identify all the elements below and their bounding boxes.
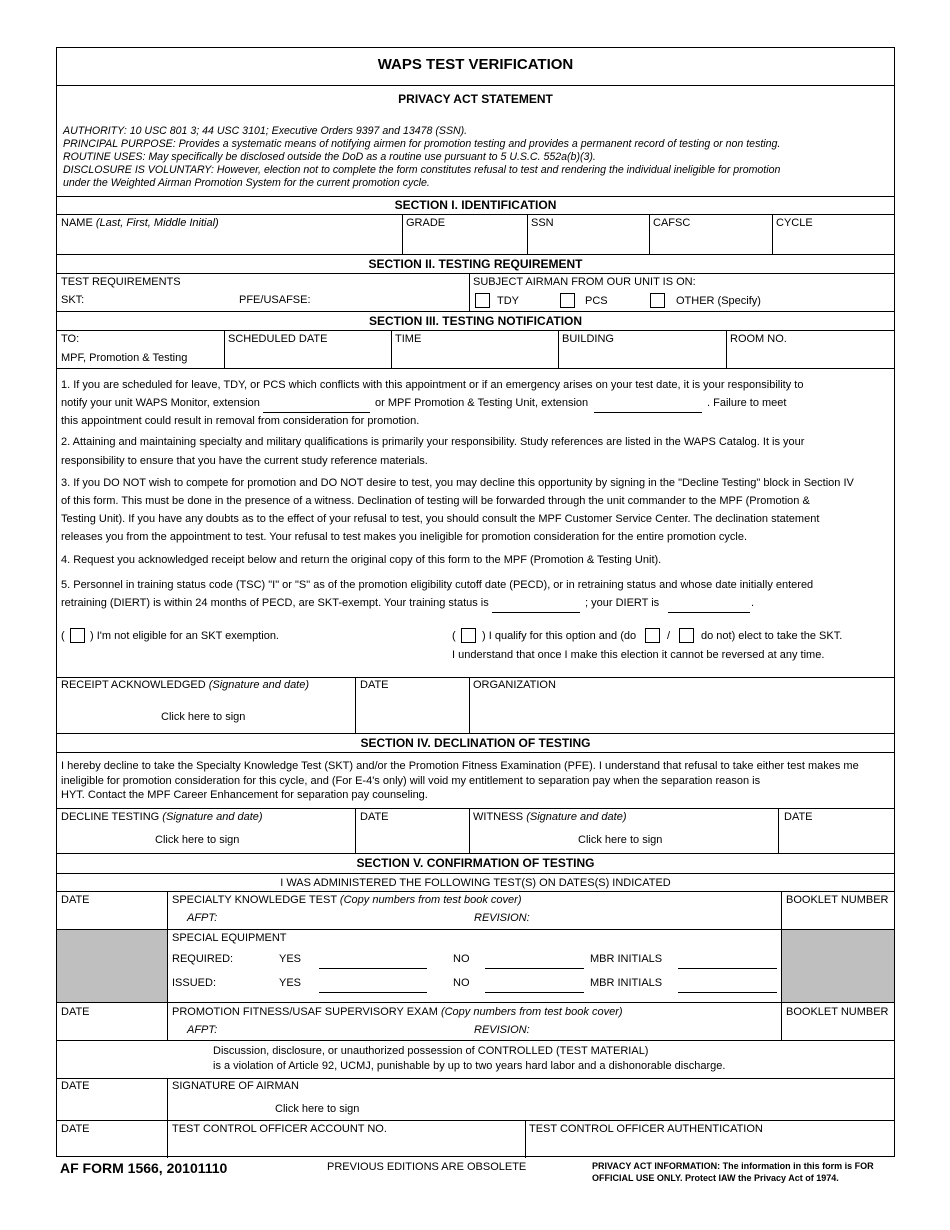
witness-label: WITNESS (Signature and date): [473, 811, 627, 823]
do-not-elect-checkbox[interactable]: [679, 628, 694, 643]
tco-date-field[interactable]: [57, 1120, 167, 1158]
room-field[interactable]: [726, 330, 894, 368]
privacy-statement: [63, 125, 889, 190]
skt-afpt-field[interactable]: [222, 910, 467, 926]
para-2-line-2: responsibility to ensure that you have the current study reference materials.: [61, 455, 428, 467]
divider: [57, 891, 894, 892]
required-yes-line: [319, 968, 427, 969]
issued-yes-line: [319, 992, 427, 993]
cycle-label: CYCLE: [776, 217, 813, 229]
cafsc-label: CAFSC: [653, 217, 691, 229]
do-elect-checkbox[interactable]: [645, 628, 660, 643]
skt-test-label: SPECIALTY KNOWLEDGE TEST (Copy numbers from test book cover): [172, 894, 522, 906]
divider: [57, 254, 894, 255]
room-label: ROOM NO.: [730, 333, 787, 345]
qualify-label: ) I qualify for this option and (do: [482, 630, 637, 642]
airman-date-field[interactable]: [57, 1078, 167, 1120]
not-eligible-label: ) I'm not eligible for an SKT exemption.: [90, 630, 279, 642]
pfe-booklet-label: BOOKLET NUMBER: [786, 1006, 889, 1018]
issued-yes-field[interactable]: [319, 976, 427, 992]
privacy-purpose: PRINCIPAL PURPOSE: Provides a systematic means of notifying airmen for promotion testing and provides a permanent record of testing or non testing.: [63, 138, 781, 150]
section-1-heading: SECTION I. IDENTIFICATION: [394, 198, 557, 212]
administered-text: I WAS ADMINISTERED THE FOLLOWING TEST(S) ON DATES(S) INDICATED: [280, 877, 671, 889]
divider: [57, 1040, 894, 1041]
divider: [57, 196, 894, 197]
mpf-extension-field[interactable]: [594, 396, 702, 412]
other-checkbox[interactable]: [650, 293, 665, 308]
airman-date-label: DATE: [61, 1080, 90, 1092]
required-initials-field[interactable]: [678, 952, 777, 968]
other-label: OTHER (Specify): [676, 295, 761, 307]
required-mbr-initials-label: MBR INITIALS: [590, 953, 663, 965]
receipt-date-label: DATE: [360, 679, 389, 691]
form-title: WAPS TEST VERIFICATION: [377, 56, 574, 73]
required-yes-label: YES: [279, 953, 302, 965]
issued-no-field[interactable]: [485, 976, 584, 992]
scheduled-date-label: SCHEDULED DATE: [228, 333, 328, 345]
signature-airman-label: SIGNATURE OF AIRMAN: [172, 1080, 299, 1092]
decline-sign-button[interactable]: Click here to sign: [155, 834, 240, 846]
issued-no-line: [485, 992, 584, 993]
divider: [57, 853, 894, 854]
mpf-extension-line: [594, 412, 702, 413]
para-4: 4. Request you acknowledged receipt below and return the original copy of this form to the MPF (Promotion & Testing Unit).: [61, 554, 662, 566]
subject-airman-label: SUBJECT AIRMAN FROM OUR UNIT IS ON:: [473, 276, 696, 288]
para-1-line-2c: . Failure to meet: [707, 397, 787, 409]
skt-afpt-label: AFPT:: [187, 912, 218, 924]
required-initials-line: [678, 968, 777, 969]
building-field[interactable]: [558, 330, 726, 368]
divider: [57, 929, 894, 930]
issued-initials-line: [678, 992, 777, 993]
grade-field[interactable]: [402, 214, 527, 254]
ssn-label: SSN: [531, 217, 554, 229]
training-status-field[interactable]: [492, 596, 580, 612]
unit-extension-field[interactable]: [263, 396, 370, 412]
pfe-revision-field[interactable]: [532, 1022, 777, 1038]
divider: [57, 733, 894, 734]
cycle-field[interactable]: [772, 214, 894, 254]
skt-date-field[interactable]: [57, 891, 167, 929]
time-label: TIME: [395, 333, 422, 345]
tco-account-label: TEST CONTROL OFFICER ACCOUNT NO.: [172, 1123, 387, 1135]
required-label: REQUIRED:: [172, 953, 234, 965]
receipt-label: RECEIPT ACKNOWLEDGED (Signature and date): [61, 679, 310, 691]
privacy-routine-uses: ROUTINE USES: May specifically be disclosed outside the DoD as a routine use pursuant to 5 U.S.C. 552a(b)(3).: [63, 151, 596, 163]
para-3-line-3: Testing Unit). If you have any doubts as to the effect of your refusal to test, you should consult the MPF Customer Service Center. The declination statement: [61, 513, 820, 525]
receipt-date-field[interactable]: [355, 677, 469, 733]
qualify-checkbox[interactable]: [461, 628, 476, 643]
divider: [57, 1002, 894, 1003]
para-5-line-2b: ; your DIERT is: [585, 597, 660, 609]
para-3-line-2: of this form. This must be done in the presence of a witness. Declination of testing will be forwarded through the unit commander to the MPF (Promotion &: [61, 495, 810, 507]
privacy-disclosure-cont: under the Weighted Airman Promotion System for the current promotion cycle.: [63, 177, 430, 189]
slash: /: [667, 630, 671, 642]
section-5-heading: SECTION V. CONFIRMATION OF TESTING: [356, 856, 595, 870]
issued-label: ISSUED:: [172, 977, 217, 989]
time-field[interactable]: [391, 330, 558, 368]
open-paren: (: [452, 630, 456, 642]
divider: [57, 808, 894, 809]
tdy-label: TDY: [497, 295, 519, 307]
para-2-line-1: 2. Attaining and maintaining specialty and military qualifications is primarily your responsibility. Study references are listed in the WAPS Catalog. It is your: [61, 436, 805, 448]
grade-label: GRADE: [406, 217, 446, 229]
witness-sign-button[interactable]: Click here to sign: [578, 834, 663, 846]
privacy-heading: PRIVACY ACT STATEMENT: [398, 92, 553, 106]
required-no-line: [485, 968, 584, 969]
do-not-label: do not) elect to take the SKT.: [701, 630, 843, 642]
pfe-afpt-field[interactable]: [222, 1022, 467, 1038]
issued-initials-field[interactable]: [678, 976, 777, 992]
tco-account-field[interactable]: [167, 1120, 525, 1158]
tco-auth-label: TEST CONTROL OFFICER AUTHENTICATION: [529, 1123, 763, 1135]
decline-testing-label: DECLINE TESTING (Signature and date): [61, 811, 263, 823]
to-value: MPF, Promotion & Testing: [61, 352, 188, 364]
section-2-heading: SECTION II. TESTING REQUIREMENT: [368, 257, 583, 271]
divider: [57, 752, 894, 753]
pcs-label: PCS: [585, 295, 608, 307]
witness-date-label: DATE: [784, 811, 813, 823]
shaded-cell: [57, 929, 167, 1002]
declination-line-3: HYT. Contact the MPF Career Enhancement for separation pay counseling.: [61, 789, 428, 801]
pfe-booklet-field[interactable]: [781, 1002, 894, 1040]
privacy-info-line-1: PRIVACY ACT INFORMATION: The information in this form is FOR: [592, 1161, 874, 1171]
declination-line-2: ineligible for promotion consideration for this cycle, and (For E-4's only) will void my entitlement to separation pay when the separation reason is: [61, 774, 761, 787]
para-3-line-1: 3. If you DO NOT wish to compete for promotion and DO NOT desire to test, you may decline this opportunity by signing in the "Decline Testing" block in Section IV: [61, 477, 854, 489]
warning-line-2: is a violation of Article 92, UCMJ, punishable by up to two years hard labor and a dishonorable discharge.: [213, 1060, 726, 1072]
decline-date-label: DATE: [360, 811, 389, 823]
skt-booklet-label: BOOKLET NUMBER: [786, 894, 889, 906]
decline-date-field[interactable]: [355, 808, 469, 853]
tco-auth-field[interactable]: [525, 1120, 894, 1158]
issued-mbr-initials-label: MBR INITIALS: [590, 977, 663, 989]
form-id: AF FORM 1566, 20101110: [60, 1160, 228, 1176]
skt-field[interactable]: [87, 292, 227, 308]
section-4-heading: SECTION IV. DECLINATION OF TESTING: [360, 736, 591, 750]
wing-extension-line: [263, 412, 370, 413]
divider: [57, 873, 894, 874]
declination-line-1: I hereby decline to take the Specialty Knowledge Test (SKT) and/or the Promotion Fitness Examination (PFE). I understand that refusal to take either test makes me: [61, 760, 859, 772]
pfe-field[interactable]: [315, 292, 465, 308]
name-label: NAME (Last, First, Middle Initial): [61, 217, 219, 229]
pfe-revision-label: REVISION:: [474, 1024, 530, 1036]
to-label: TO:: [61, 333, 80, 345]
building-label: BUILDING: [562, 333, 614, 345]
tco-date-label: DATE: [61, 1123, 90, 1135]
issued-yes-label: YES: [279, 977, 302, 989]
diert-field[interactable]: [668, 596, 750, 612]
open-paren: (: [61, 630, 65, 642]
privacy-disclosure: DISCLOSURE IS VOLUNTARY: However, election not to complete the form constitutes refusal to test and rendering the individual ineligible for promotion: [63, 164, 781, 176]
divider: [57, 368, 894, 369]
pfe-afpt-label: AFPT:: [187, 1024, 218, 1036]
pfe-date-field[interactable]: [57, 1002, 167, 1040]
skt-revision-field[interactable]: [532, 910, 777, 926]
understand-text: I understand that once I make this election it cannot be reversed at any time.: [452, 649, 825, 661]
test-requirements-label: TEST REQUIREMENTS: [61, 276, 181, 288]
pcs-checkbox[interactable]: [560, 293, 575, 308]
privacy-act-info: [592, 1160, 874, 1184]
privacy-info-line-2: OFFICIAL USE ONLY. Protect IAW the Privacy Act of 1974.: [592, 1173, 839, 1183]
diert-line: [668, 612, 750, 613]
obsolete-notice: PREVIOUS EDITIONS ARE OBSOLETE: [327, 1161, 527, 1173]
warning-line-1: Discussion, disclosure, or unauthorized possession of CONTROLLED (TEST MATERIAL): [213, 1045, 649, 1057]
pfe-date-label: DATE: [61, 1006, 90, 1018]
required-no-field[interactable]: [485, 952, 584, 968]
section-3-heading: SECTION III. TESTING NOTIFICATION: [368, 314, 583, 328]
organization-field[interactable]: [469, 677, 894, 733]
required-no-label: NO: [453, 953, 470, 965]
divider: [57, 273, 894, 274]
divider: [57, 85, 894, 86]
name-field[interactable]: [57, 214, 402, 254]
shaded-cell: [781, 929, 894, 1002]
cafsc-field[interactable]: [649, 214, 772, 254]
declination-text: [61, 759, 887, 803]
required-yes-field[interactable]: [319, 952, 427, 968]
receipt-sign-button[interactable]: Click here to sign: [161, 711, 246, 723]
scheduled-date-field[interactable]: [224, 330, 391, 368]
training-status-line: [492, 612, 580, 613]
special-equipment-label: SPECIAL EQUIPMENT: [172, 932, 287, 944]
waps-form: [56, 47, 895, 1157]
skt-date-label: DATE: [61, 894, 90, 906]
issued-no-label: NO: [453, 977, 470, 989]
organization-label: ORGANIZATION: [473, 679, 556, 691]
skt-label: SKT:: [61, 294, 85, 306]
not-eligible-checkbox[interactable]: [70, 628, 85, 643]
para-1-line-3: this appointment could result in removal from consideration for promotion.: [61, 415, 420, 427]
divider: [57, 311, 894, 312]
pfe-label: PFE/USAFSE:: [239, 294, 311, 306]
witness-date-field[interactable]: [778, 808, 894, 853]
airman-sign-button[interactable]: Click here to sign: [275, 1103, 360, 1115]
para-1-line-2b: or MPF Promotion & Testing Unit, extension: [375, 397, 589, 409]
skt-revision-label: REVISION:: [474, 912, 530, 924]
pfe-test-label: PROMOTION FITNESS/USAF SUPERVISORY EXAM (Copy numbers from test book cover): [172, 1006, 623, 1018]
privacy-authority: AUTHORITY: 10 USC 801 3; 44 USC 3101; Executive Orders 9397 and 13478 (SSN).: [63, 125, 468, 137]
para-5-period: .: [751, 597, 755, 609]
para-1-line-1: 1. If you are scheduled for leave, TDY, or PCS which conflicts with this appointment or if an emergency arises on your test date, it is your responsibility to: [61, 379, 804, 391]
para-5-line-1: 5. Personnel in training status code (TSC) "I" or "S" as of the promotion eligibility cutoff date (PECD), or in retraining status and whose date initially entered: [61, 579, 814, 591]
ssn-field[interactable]: [527, 214, 649, 254]
para-5-line-2a: retraining (DIERT) is within 24 months of PECD, are SKT-exempt. Your training status is: [61, 597, 489, 609]
other-specify-field[interactable]: [769, 292, 889, 308]
divider: [57, 1078, 894, 1079]
para-3-line-4: releases you from the appointment to test. Your refusal to test makes you ineligible for promotion consideration for the entire promotion cycle.: [61, 531, 748, 543]
para-1-line-2a: notify your unit WAPS Monitor, extension: [61, 397, 260, 409]
skt-booklet-field[interactable]: [781, 891, 894, 929]
tdy-checkbox[interactable]: [475, 293, 490, 308]
